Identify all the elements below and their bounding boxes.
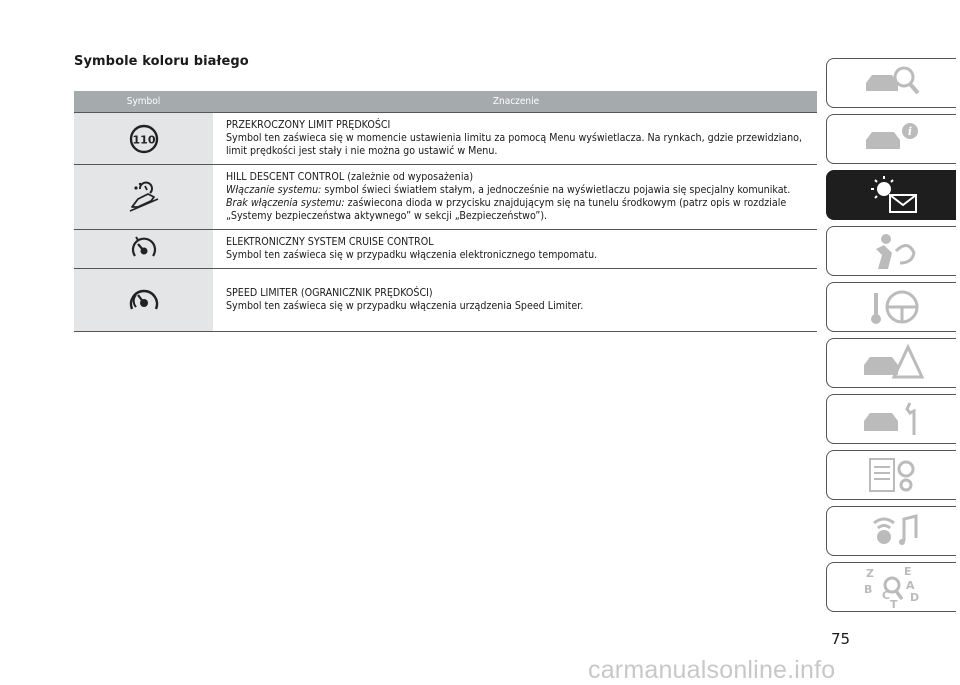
key-steering-wheel-icon [860, 287, 924, 327]
tab-car-search[interactable] [826, 58, 956, 108]
system-on-text: symbol świeci światłem stałym, a jednocześnie na wyświetlaczu pojawia się specjalny komunikat. [321, 184, 791, 196]
tab-emergency[interactable] [826, 338, 956, 388]
header-symbol: Symbol [126, 96, 161, 107]
row-heading: HILL DESCENT CONTROL (zależnie od wyposażenia) [226, 171, 474, 183]
tab-warning-lights[interactable] [826, 170, 956, 220]
svg-text:i: i [907, 125, 912, 138]
svg-text:E: E [903, 565, 912, 578]
tab-index[interactable] [826, 562, 956, 612]
warning-light-message-icon [860, 175, 924, 215]
svg-text:D: D [909, 591, 919, 604]
hill-descent-control-icon [124, 177, 164, 217]
page-title: Symbole koloru białego [74, 54, 249, 69]
car-wrench-icon [860, 399, 924, 439]
row-heading: ELEKTRONICZNY SYSTEM CRUISE CONTROL [226, 236, 434, 248]
row-text: Symbol ten zaświeca się w przypadku włączenia urządzenia Speed Limiter. [226, 300, 584, 312]
tab-car-info[interactable] [826, 114, 956, 164]
car-crash-warning-icon [860, 343, 924, 383]
row-text: Symbol ten zaświeca się w momencie ustawienia limitu za pomocą Menu wyświetlacza. Na rynkach, gdzie przewidziano, limit prędkości jest stały i nie można go ustawić w Menu. [226, 132, 803, 157]
car-info-icon [860, 119, 924, 159]
tab-starting-driving[interactable] [826, 282, 956, 332]
system-on-label: Włączanie systemu: [226, 184, 322, 196]
svg-text:Z: Z [865, 567, 874, 580]
tab-maintenance[interactable] [826, 394, 956, 444]
row-heading: PRZEKROCZONY LIMIT PRĘDKOŚCI [226, 119, 391, 131]
page-number: 75 [831, 630, 851, 648]
table-header [74, 91, 817, 112]
speed-limit-value: 110 [132, 133, 155, 146]
system-off-label: Brak włączenia systemu: [226, 197, 345, 209]
header-meaning: Znaczenie [492, 96, 540, 107]
table-row [74, 112, 817, 164]
car-search-icon [860, 63, 924, 103]
svg-text:B: B [863, 583, 872, 596]
airbag-safety-icon [860, 231, 924, 271]
multimedia-icon [860, 511, 924, 551]
table-row [74, 229, 817, 268]
watermark: carmanualsonline.info [588, 656, 836, 684]
row-text: Symbol ten zaświeca się w przypadku włączenia elektronicznego tempomatu. [226, 249, 598, 261]
table-row [74, 268, 817, 332]
alphabetical-index-icon [860, 565, 924, 609]
svg-text:T: T [889, 598, 898, 609]
symbols-table [74, 91, 817, 332]
row-heading: SPEED LIMITER (OGRANICZNIK PRĘDKOŚCI) [226, 287, 433, 299]
table-row [74, 164, 817, 229]
tab-technical-data[interactable] [826, 450, 956, 500]
cruise-control-icon [128, 233, 160, 265]
tab-multimedia[interactable] [826, 506, 956, 556]
system-off-text: zaświecona dioda w przycisku znajdującym się na tunelu środkowym (patrz opis w rozdziale „Systemy bezpieczeństwa aktywnego” w sekcji „Bezpieczeństwo”). [226, 197, 787, 222]
svg-text:A: A [905, 579, 915, 592]
svg-text:C: C [881, 589, 890, 602]
tab-safety[interactable] [826, 226, 956, 276]
speed-limit-110-icon [129, 124, 159, 154]
specs-gears-icon [860, 455, 924, 495]
speed-limiter-icon [126, 282, 162, 318]
